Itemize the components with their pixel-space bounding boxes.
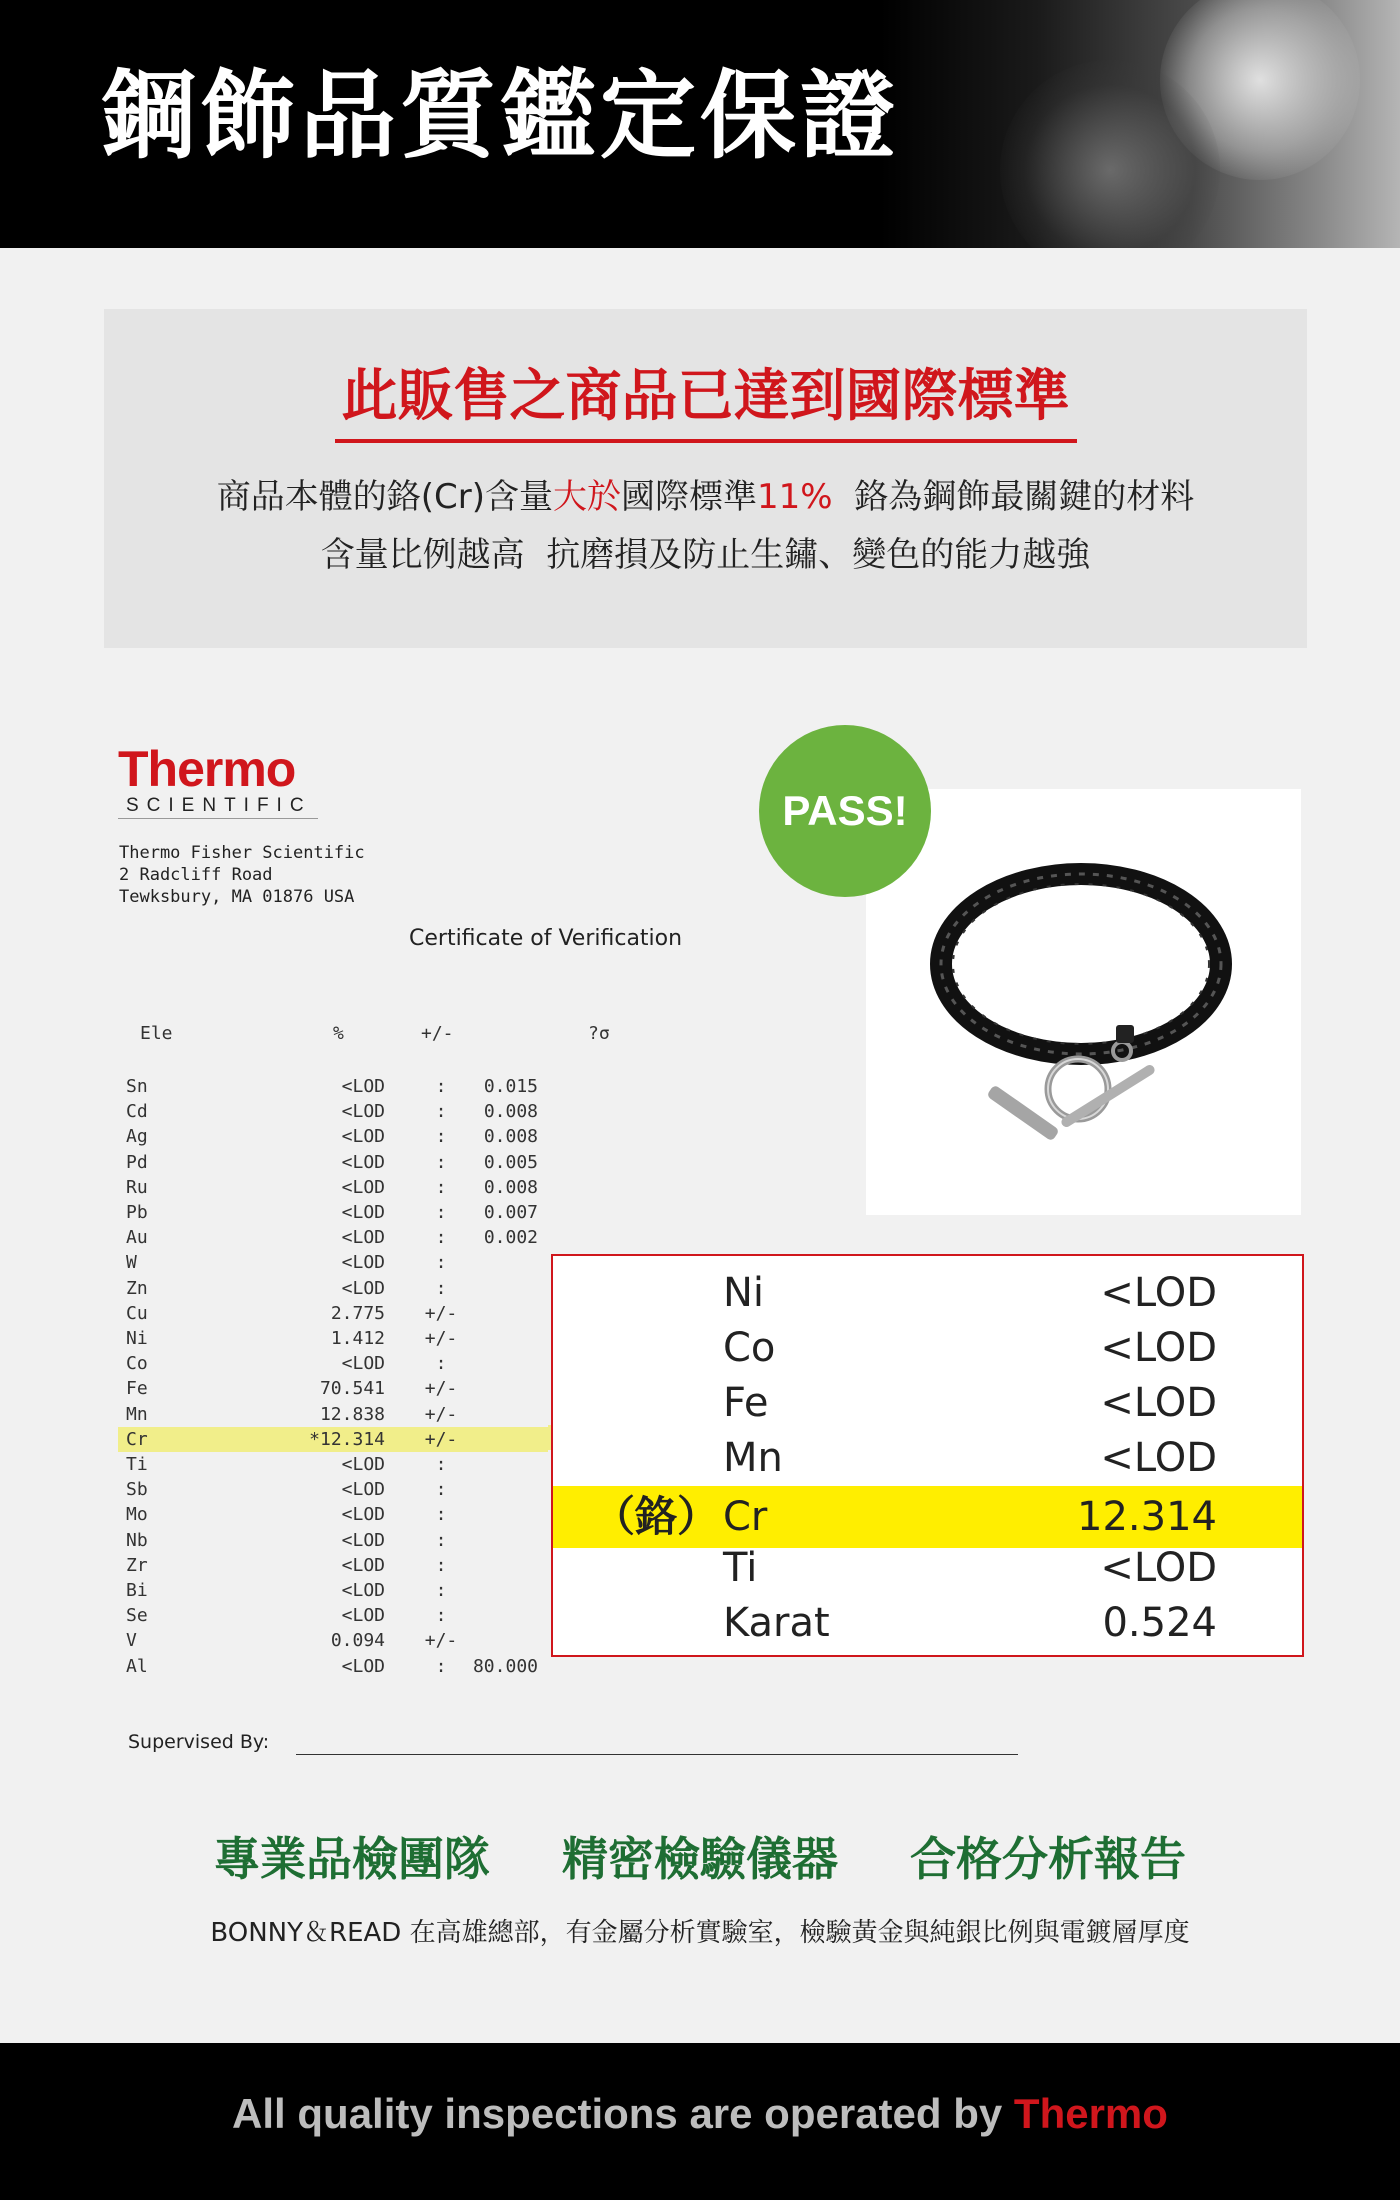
element-symbol: Sb [126, 1479, 148, 1501]
element-symbol: Nb [126, 1529, 148, 1551]
element-percent: <LOD [341, 1529, 385, 1551]
certificate-title: Certificate of Verification [409, 926, 683, 951]
zoom-value: <LOD [1100, 1545, 1217, 1591]
element-sigma: 0.008 [483, 1126, 538, 1148]
table-row [118, 1452, 548, 1477]
element-plusminus: : [435, 1529, 447, 1551]
element-percent: 1.412 [330, 1328, 385, 1349]
element-percent: <LOD [341, 1580, 385, 1601]
table-row [118, 1376, 548, 1401]
table-row [118, 1528, 548, 1553]
zoom-row [553, 1321, 1302, 1376]
table-row [118, 1124, 548, 1149]
zoom-element: Karat [723, 1600, 830, 1646]
element-symbol: Se [126, 1605, 148, 1627]
element-symbol: Pb [126, 1202, 148, 1223]
element-symbol: Mo [126, 1504, 148, 1526]
element-symbol: Fe [126, 1378, 148, 1400]
element-percent: <LOD [341, 1277, 385, 1299]
element-plusminus: : [435, 1353, 447, 1375]
element-plusminus: : [435, 1277, 447, 1299]
element-symbol: Au [126, 1227, 148, 1249]
zoom-element: Mn [723, 1435, 783, 1481]
table-row [118, 1427, 548, 1452]
element-plusminus: : [435, 1101, 447, 1123]
element-plusminus: +/- [424, 1630, 458, 1652]
header-model-photo [880, 0, 1400, 248]
element-percent: <LOD [341, 1126, 385, 1148]
signature-line [296, 1754, 1018, 1755]
header-banner [0, 0, 1400, 248]
panel-title: 此販售之商品已達到國際標準 [341, 364, 1070, 429]
column-header-plusminus: +/- [421, 1023, 454, 1044]
table-row [118, 1502, 548, 1527]
element-plusminus: : [435, 1655, 447, 1677]
element-symbol: Ni [126, 1328, 148, 1349]
table-row [118, 1628, 548, 1653]
zoom-row [553, 1431, 1302, 1486]
element-percent: <LOD [341, 1101, 385, 1123]
zoom-value: 12.314 [1077, 1494, 1217, 1540]
thermo-logo-subtitle: SCIENTIFIC [126, 795, 312, 816]
table-row [118, 1200, 548, 1225]
standard-info-panel [104, 309, 1307, 648]
table-row [118, 1553, 548, 1578]
element-plusminus: +/- [424, 1403, 458, 1425]
column-header-sigma: ?σ [588, 1023, 610, 1044]
element-percent: <LOD [341, 1504, 385, 1526]
table-row [118, 1326, 548, 1351]
table-row [118, 1603, 548, 1628]
element-sigma: 80.000 [472, 1655, 538, 1677]
table-row [118, 1099, 548, 1124]
text-segment: 鉻為鋼飾最關鍵的材料 [832, 477, 1195, 517]
quality-headline: 專業品檢團隊 精密檢驗儀器 合格分析報告 [213, 1832, 1187, 1886]
element-plusminus: +/- [424, 1302, 458, 1324]
element-symbol: Bi [126, 1580, 148, 1601]
table-row [118, 1654, 548, 1679]
element-plusminus: +/- [424, 1378, 458, 1400]
table-row [118, 1150, 548, 1175]
thermo-logo: Thermo [118, 741, 296, 797]
element-percent: <LOD [341, 1176, 385, 1198]
element-percent: <LOD [341, 1605, 385, 1627]
zoom-row [553, 1486, 1302, 1548]
element-plusminus: : [435, 1554, 447, 1576]
table-row [118, 1074, 548, 1099]
footer-text [0, 2090, 1400, 2137]
page-title: 鋼飾品質鑑定保證 [100, 60, 900, 172]
element-symbol: V [126, 1630, 137, 1652]
table-row [118, 1250, 548, 1275]
zoomed-results-box [551, 1254, 1304, 1657]
element-percent: <LOD [341, 1076, 385, 1097]
element-plusminus: +/- [424, 1428, 458, 1450]
element-symbol: Zn [126, 1277, 148, 1299]
element-symbol: Ti [126, 1454, 148, 1475]
zoom-row [553, 1596, 1302, 1651]
element-sigma: 0.008 [483, 1176, 538, 1198]
element-symbol: Cr [126, 1428, 148, 1450]
element-percent: <LOD [341, 1353, 385, 1375]
zoom-element: Co [723, 1325, 776, 1371]
element-plusminus: : [435, 1605, 447, 1627]
zoom-element: Ni [723, 1270, 765, 1316]
table-row [118, 1175, 548, 1200]
panel-title-underline [335, 439, 1077, 443]
lab-description: BONNY＆READ 在高雄總部，有金屬分析實驗室，檢驗黃金與純銀比例與電鍍層厚度 [210, 1918, 1190, 1948]
element-percent: <LOD [341, 1252, 385, 1274]
element-plusminus: : [435, 1454, 447, 1475]
zoom-value: <LOD [1100, 1270, 1217, 1316]
element-plusminus: : [435, 1076, 447, 1097]
zoom-value: <LOD [1100, 1380, 1217, 1426]
zoom-row [553, 1541, 1302, 1596]
zoom-element: Fe [723, 1380, 769, 1426]
element-symbol: Ag [126, 1126, 148, 1148]
text-segment: 商品本體的鉻(Cr)含量 [216, 477, 554, 517]
element-plusminus: : [435, 1227, 447, 1249]
element-sigma: 0.008 [483, 1101, 538, 1123]
element-plusminus: : [435, 1504, 447, 1526]
element-percent: <LOD [341, 1479, 385, 1501]
table-row [118, 1477, 548, 1502]
element-plusminus: : [435, 1126, 447, 1148]
element-symbol: Pd [126, 1151, 148, 1173]
bracelet-photo [866, 789, 1301, 1215]
element-percent: <LOD [341, 1655, 385, 1677]
element-symbol: Cu [126, 1302, 148, 1324]
element-symbol: Sn [126, 1076, 148, 1097]
element-plusminus: : [435, 1479, 447, 1501]
element-plusminus: : [435, 1151, 447, 1173]
highlight-text: 大於 [553, 477, 622, 517]
element-percent: 0.094 [330, 1630, 385, 1652]
chromium-label: （鉻） [593, 1492, 720, 1541]
element-percent: <LOD [341, 1202, 385, 1223]
zoom-row [553, 1376, 1302, 1431]
element-percent: 70.541 [319, 1378, 385, 1400]
text-segment: 國際標準 [621, 477, 758, 517]
footer-banner [0, 2043, 1400, 2200]
element-symbol: Zr [126, 1554, 148, 1576]
element-percent: <LOD [341, 1151, 385, 1173]
element-percent: <LOD [341, 1227, 385, 1249]
element-plusminus: : [435, 1176, 447, 1198]
element-percent: 12.838 [319, 1403, 385, 1425]
supervised-by-label: Supervised By: [128, 1731, 270, 1753]
table-row [118, 1225, 548, 1250]
element-percent: <LOD [341, 1554, 385, 1576]
company-address [119, 842, 365, 908]
table-row [118, 1351, 548, 1376]
footer-brand: Thermo [1013, 2090, 1168, 2137]
address-line: Thermo Fisher Scientific [119, 843, 365, 863]
element-sigma: 0.015 [483, 1076, 538, 1097]
element-sigma: 0.002 [483, 1227, 538, 1249]
element-symbol: Mn [126, 1403, 148, 1425]
zoom-value: <LOD [1100, 1325, 1217, 1371]
element-plusminus: : [435, 1252, 447, 1274]
element-symbol: Co [126, 1353, 148, 1375]
bracelet-image [866, 789, 1301, 1215]
table-row [118, 1402, 548, 1427]
element-sigma: 0.005 [483, 1151, 538, 1173]
logo-divider [118, 818, 318, 819]
zoom-value: <LOD [1100, 1435, 1217, 1481]
element-symbol: W [126, 1252, 137, 1274]
highlight-percent: 11% [757, 477, 833, 517]
zoom-row [553, 1266, 1302, 1321]
element-symbol: Cd [126, 1101, 148, 1123]
zoom-value: 0.524 [1102, 1600, 1217, 1646]
element-sigma: 0.007 [483, 1202, 538, 1223]
address-line: 2 Radcliff Road [119, 865, 273, 885]
table-row [118, 1578, 548, 1603]
pass-badge [759, 725, 931, 897]
element-plusminus: : [435, 1202, 447, 1223]
address-line: Tewksbury, MA 01876 USA [119, 887, 355, 907]
column-header-element: Ele [140, 1023, 173, 1044]
pass-badge-label: PASS! [782, 787, 908, 834]
element-percent: 2.775 [330, 1302, 385, 1324]
element-plusminus: +/- [424, 1328, 458, 1349]
footer-statement: All quality inspections are operated by [232, 2090, 1014, 2137]
element-symbol: Ru [126, 1176, 148, 1198]
element-percent: *12.314 [309, 1428, 385, 1450]
zoom-element: Cr [723, 1494, 768, 1540]
column-header-percent: % [333, 1023, 344, 1044]
panel-line-1 [104, 477, 1307, 518]
zoom-element: Ti [723, 1545, 758, 1591]
table-row [118, 1276, 548, 1301]
table-row [118, 1301, 548, 1326]
element-percent: <LOD [341, 1454, 385, 1475]
panel-line-2: 含量比例越高 抗磨損及防止生鏽、變色的能力越強 [320, 535, 1091, 575]
element-symbol: Al [126, 1655, 148, 1677]
element-plusminus: : [435, 1580, 447, 1601]
